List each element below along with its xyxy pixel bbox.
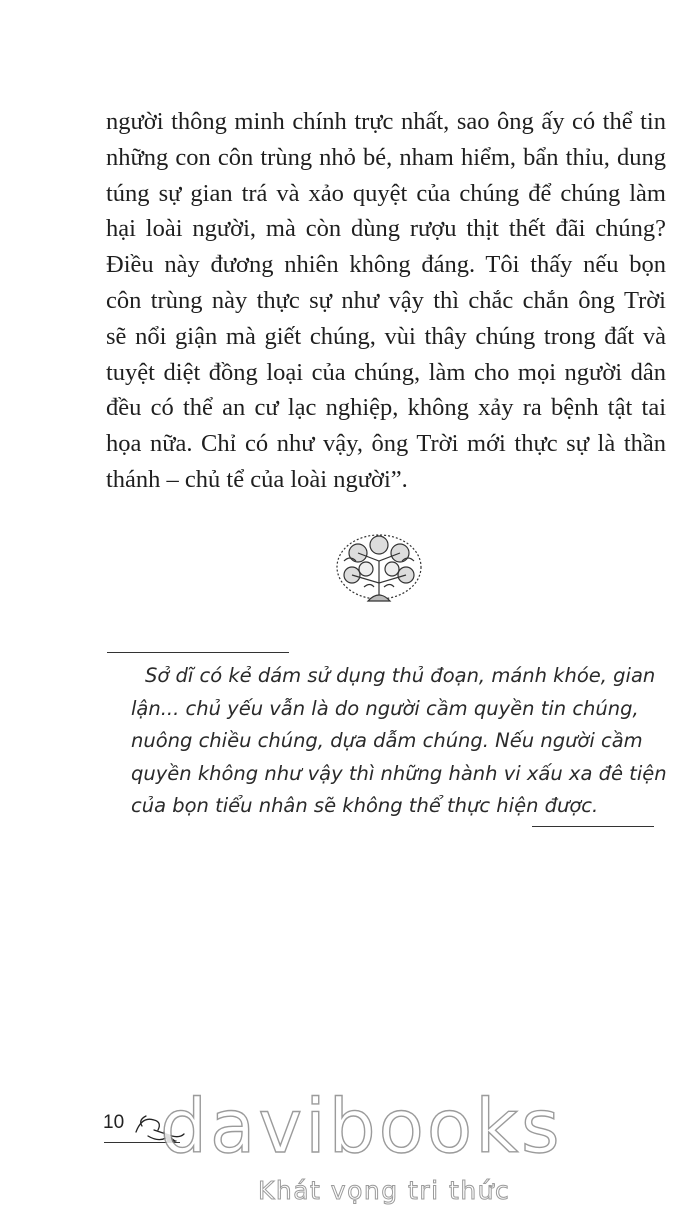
floral-vase-ornament-icon	[334, 531, 424, 606]
main-paragraph	[106, 104, 666, 498]
paragraph-line: túng sự gian trá và xảo quyệt của chúng để chúng làm	[106, 179, 666, 207]
quote-line: lận... chủ yếu vẫn là do người cầm quyền tin chúng,	[131, 696, 639, 720]
quote-bottom-divider	[532, 826, 654, 827]
paragraph-line: những con côn trùng nhỏ bé, nham hiểm, bẩn thỉu, dung	[106, 143, 666, 171]
paragraph-line: thánh – chủ tể của loài người”.	[106, 465, 408, 493]
paragraph-line: côn trùng này thực sự như vậy thì chắc chắn ông Trời	[106, 286, 666, 314]
watermark-tagline: Khát vọng tri thức	[258, 1176, 511, 1205]
paragraph-line: tuyệt diệt đồng loại của chúng, làm cho mọi người dân	[106, 358, 666, 386]
moral-quote	[131, 660, 667, 823]
paragraph-line: sẽ nổi giận mà giết chúng, vùi thây chúng trong đất và	[106, 322, 666, 350]
paragraph-line: hại loài người, mà còn dùng rượu thịt thết đãi chúng?	[106, 215, 666, 243]
quote-top-divider	[107, 652, 289, 653]
paragraph-line: đều có thể an cư lạc nghiệp, không xảy ra bệnh tật tai	[106, 394, 666, 422]
watermark-brand: davibooks	[160, 1084, 563, 1170]
paragraph-line: Điều này đương nhiên không đáng. Tôi thấy nếu bọn	[106, 251, 666, 279]
page-number: 10	[103, 1112, 125, 1133]
quote-line: quyền không như vậy thì những hành vi xấu xa đê tiện	[131, 761, 667, 785]
quote-line: Sở dĩ có kẻ dám sử dụng thủ đoạn, mánh khóe, gian	[145, 664, 656, 687]
paragraph-line: họa nữa. Chỉ có như vậy, ông Trời mới thực sự là thần	[106, 430, 666, 458]
quote-line: của bọn tiểu nhân sẽ không thể thực hiện được.	[131, 794, 599, 817]
quote-line: nuông chiều chúng, dựa dẫm chúng. Nếu người cầm	[131, 729, 643, 752]
paragraph-line: người thông minh chính trực nhất, sao ông ấy có thể tin	[106, 108, 666, 135]
